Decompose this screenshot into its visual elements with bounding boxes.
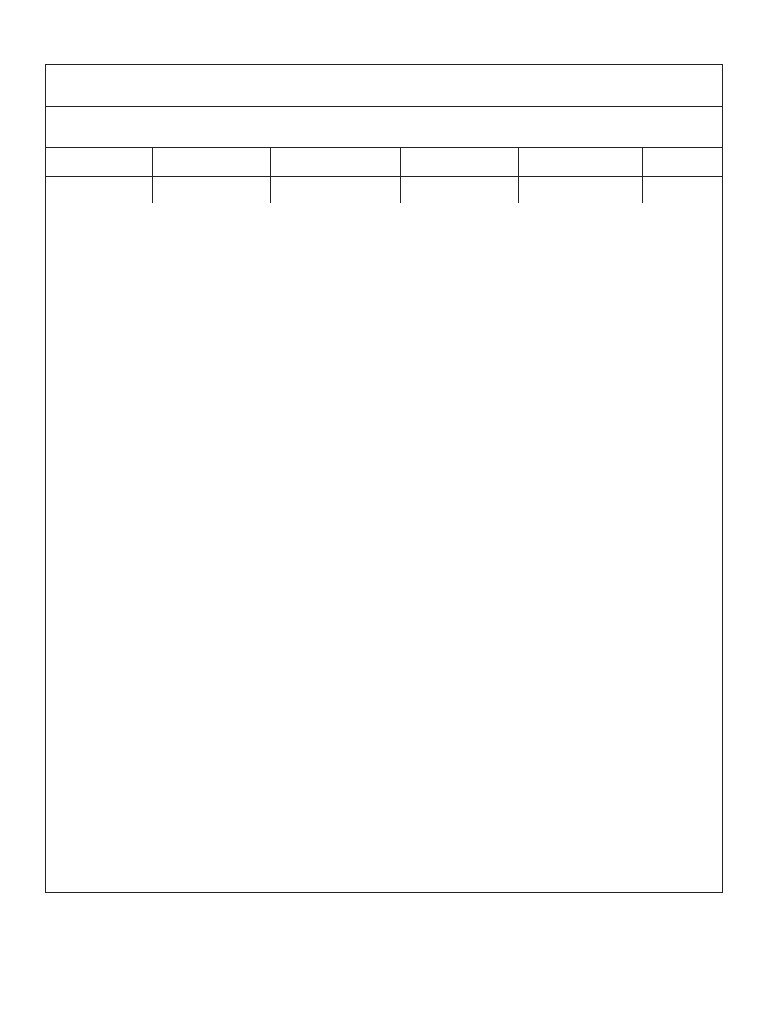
points-total (642, 177, 722, 204)
footer-blank-cell (46, 177, 152, 204)
meta-row (46, 107, 722, 148)
header-blank-cell (46, 148, 152, 177)
header-score-4 (518, 148, 642, 177)
rubric-document (45, 64, 723, 893)
footer-blank-cell (152, 177, 270, 204)
header-points (642, 148, 722, 177)
header-row (46, 148, 722, 177)
header-score-3 (400, 148, 518, 177)
header-score-2 (270, 148, 400, 177)
rubric-table (46, 148, 722, 203)
footer-blank-cell (270, 177, 400, 204)
total-row (46, 177, 722, 204)
total-label (518, 177, 642, 204)
header-score-1 (152, 148, 270, 177)
footer-blank-cell (400, 177, 518, 204)
page-title (46, 65, 722, 107)
